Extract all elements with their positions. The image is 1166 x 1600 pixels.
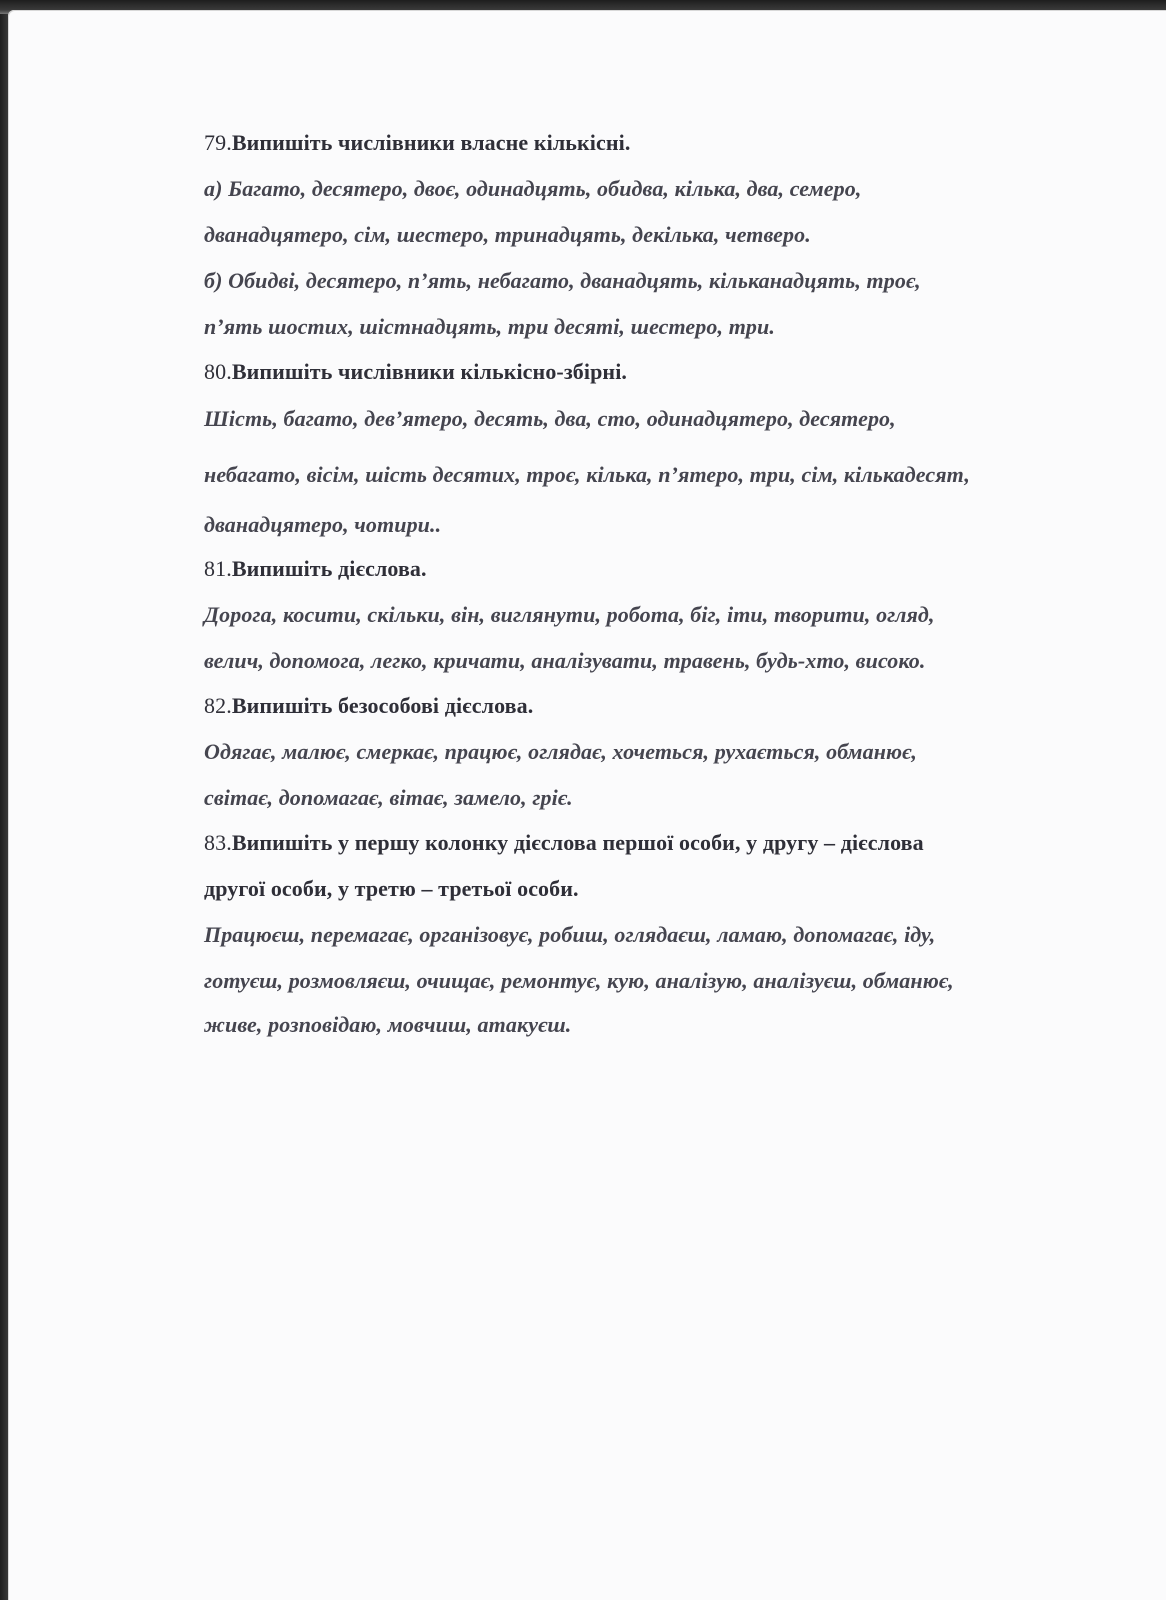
exercise-79-heading xyxy=(204,130,630,156)
exercise-79-line-2: дванадцятеро, сім, шестеро, тринадцять, декілька, четверо. xyxy=(204,222,811,247)
exercise-81-heading xyxy=(204,556,427,582)
exercise-83-title: Випишіть у першу колонку дієслова першої особи, у другу – дієслова xyxy=(231,830,924,855)
exercise-83-number: 83. xyxy=(204,830,232,855)
paper-sheet xyxy=(8,10,1166,1600)
exercise-80-number: 80. xyxy=(204,359,232,384)
exercise-83-line-1: Працюєш, перемагає, організовує, робиш, оглядаєш, ламаю, допомагає, іду, xyxy=(204,922,936,947)
exercise-79-title: Випишіть числівники власне кількісні. xyxy=(231,130,631,155)
exercise-83-title-line-2: другої особи, у третю – третьої особи. xyxy=(204,876,579,901)
exercise-82-title: Випишіть безособові дієслова. xyxy=(231,693,534,718)
exercise-83-heading xyxy=(204,830,924,856)
exercise-79-line-1: а) Багато, десятеро, двоє, одинадцять, обидва, кілька, два, семеро, xyxy=(204,176,862,201)
exercise-80-line-1: Шість, багато, дев’ятеро, десять, два, сто, одинадцятеро, десятеро, xyxy=(204,406,896,431)
exercise-82-line-2: світає, допомагає, вітає, замело, гріє. xyxy=(204,785,573,810)
exercise-83-heading-line-2 xyxy=(204,876,579,902)
exercise-82-heading xyxy=(204,693,533,719)
exercise-81-title: Випишіть дієслова. xyxy=(231,556,427,581)
exercise-79-line-4: п’ять шостих, шістнадцять, три десяті, шестеро, три. xyxy=(204,314,775,339)
exercise-80-title: Випишіть числівники кількісно-збірні. xyxy=(231,359,628,384)
exercise-81-line-1: Дорога, косити, скільки, він, виглянути, робота, біг, іти, творити, огляд, xyxy=(204,602,935,627)
exercise-82-line-1: Одягає, малює, смеркає, працює, оглядає, хочеться, рухається, обманює, xyxy=(204,739,918,764)
exercise-79-line-3: б) Обидві, десятеро, п’ять, небагато, дванадцять, кільканадцять, троє, xyxy=(204,268,921,293)
exercise-82-number: 82. xyxy=(204,693,232,718)
exercise-83-line-3: живе, розповідаю, мовчиш, атакуєш. xyxy=(204,1012,572,1037)
exercise-80-line-2: небагато, вісім, шість десятих, троє, кілька, п’ятеро, три, сім, кількадесят, xyxy=(204,462,970,487)
exercise-80-heading xyxy=(204,359,627,385)
exercise-79-number: 79. xyxy=(204,130,232,155)
exercise-80-line-3: дванадцятеро, чотири.. xyxy=(204,512,442,537)
exercise-81-line-2: велич, допомога, легко, кричати, аналізувати, травень, будь-хто, високо. xyxy=(204,648,926,673)
exercise-83-line-2: готуєш, розмовляєш, очищає, ремонтує, кую, аналізую, аналізуєш, обманює, xyxy=(204,968,954,993)
exercise-81-number: 81. xyxy=(204,556,232,581)
